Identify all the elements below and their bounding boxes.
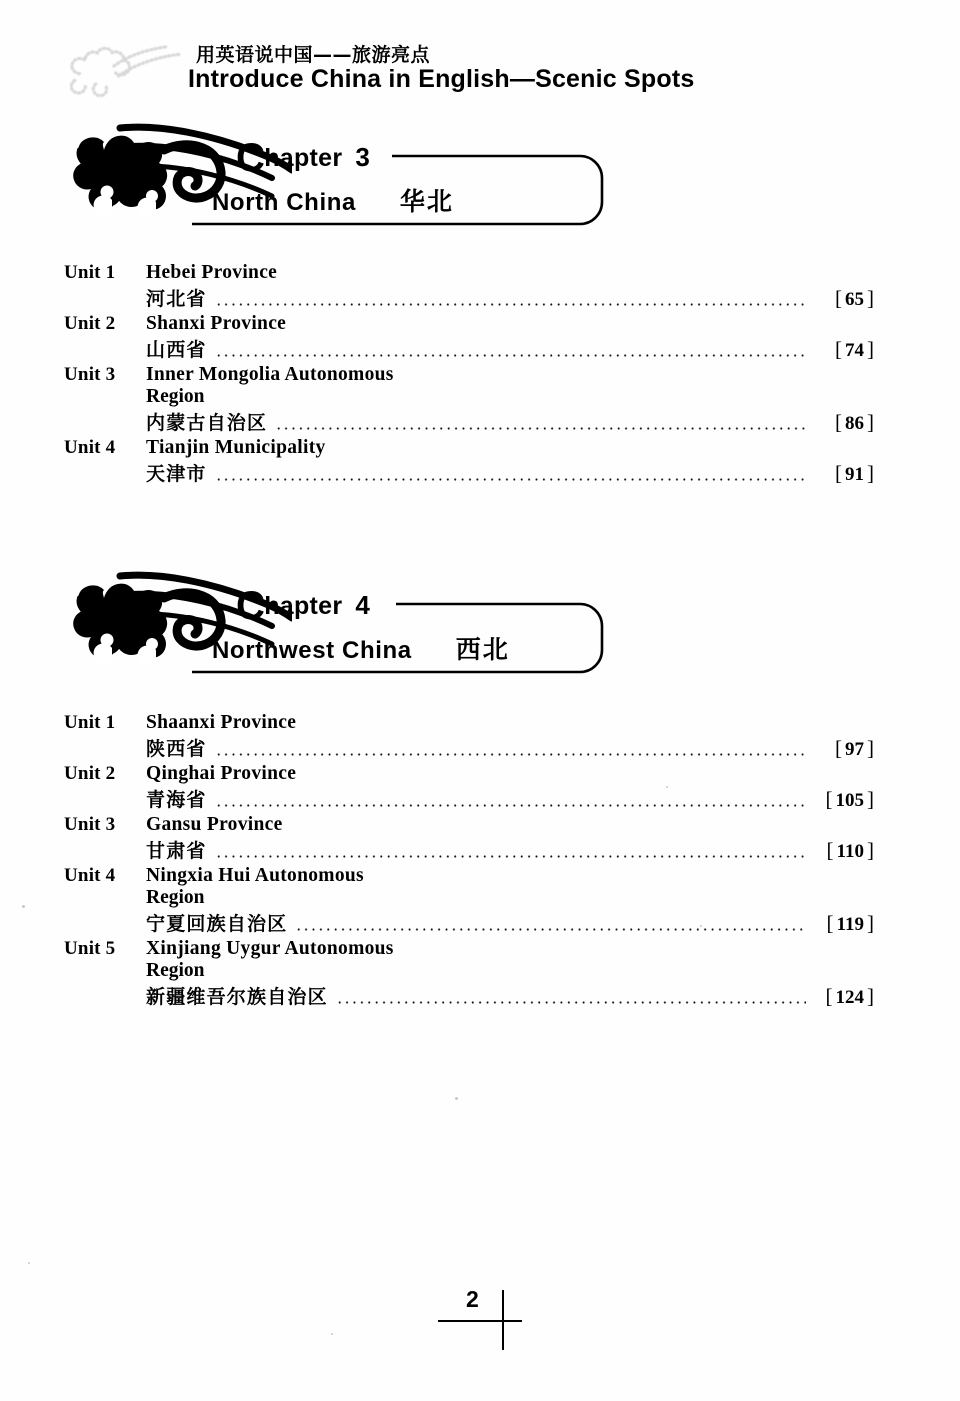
chapter-banner-4: [60, 568, 620, 688]
chapter-title-3: [212, 182, 454, 218]
unit-label: Unit 1: [64, 712, 116, 733]
unit-title-english-line2: Region: [146, 386, 205, 407]
unit-title-chinese: 新疆维吾尔族自治区: [146, 986, 328, 1008]
toc-list-chapter-3: [0, 262, 960, 488]
toc-list-chapter-4: [0, 712, 960, 1011]
bracket-close: ]: [867, 838, 874, 862]
dot-leader: [275, 427, 806, 430]
dot-leader: [336, 1001, 806, 1004]
unit-title-english-line2: Region: [146, 960, 205, 981]
unit-title-chinese: 天津市: [146, 463, 207, 485]
toc-entry[interactable]: [0, 437, 960, 486]
unit-label: Unit 2: [64, 763, 116, 784]
unit-label: Unit 5: [64, 938, 116, 959]
toc-entry[interactable]: [0, 712, 960, 761]
bracket-close: ]: [867, 911, 874, 935]
unit-label: Unit 4: [64, 437, 116, 458]
folio-page-number: 2: [466, 1286, 479, 1312]
dot-leader: [215, 354, 806, 357]
bracket-open: [: [835, 410, 842, 434]
unit-title-english-line2: Region: [146, 887, 205, 908]
unit-label: Unit 4: [64, 865, 116, 886]
bracket-close: ]: [867, 787, 874, 811]
bracket-close: ]: [867, 410, 874, 434]
bracket-open: [: [835, 286, 842, 310]
unit-label: Unit 3: [64, 814, 116, 835]
bracket-close: ]: [867, 337, 874, 361]
running-header: [188, 46, 828, 92]
dot-leader: [215, 804, 806, 807]
unit-label: Unit 1: [64, 262, 116, 283]
scan-speck: [22, 905, 25, 908]
bracket-open: [: [826, 911, 834, 935]
chapter-title-english-3: North China: [212, 189, 356, 216]
unit-title-chinese: 宁夏回族自治区: [146, 913, 288, 935]
scan-speck: [700, 925, 702, 927]
dot-leader: [295, 928, 806, 931]
bracket-open: [: [825, 984, 833, 1008]
bleedthrough-cloud-watermark: [53, 19, 209, 121]
toc-entry[interactable]: [0, 364, 960, 435]
scan-speck: [331, 1333, 333, 1335]
dot-leader: [215, 478, 806, 481]
page-number: [ 119 ]: [826, 911, 874, 935]
unit-label: Unit 2: [64, 313, 116, 334]
bracket-open: [: [835, 736, 842, 760]
chapter-title-4: [212, 630, 510, 666]
page-number: [ 65 ]: [835, 286, 874, 310]
page-number: [ 86 ]: [835, 410, 874, 434]
bracket-open: [: [835, 461, 842, 485]
bracket-close: ]: [867, 286, 874, 310]
unit-title-english: Shaanxi Province: [146, 712, 297, 733]
chapter-drop-cap-3: C: [236, 136, 266, 180]
chapter-title-chinese-3: 华北: [399, 187, 454, 216]
header-title-english: Introduce China in English—Scenic Spots: [188, 65, 695, 93]
toc-entry[interactable]: [0, 262, 960, 311]
bracket-open: [: [826, 838, 834, 862]
chapter-drop-cap-4: C: [236, 584, 266, 628]
chapter-word-3: hapter: [264, 144, 343, 172]
chapter-word-4: hapter: [264, 592, 343, 620]
bracket-close: ]: [867, 461, 874, 485]
unit-title-english: Ningxia Hui Autonomous: [146, 865, 364, 886]
unit-title-english: Shanxi Province: [146, 313, 287, 334]
unit-title-chinese: 陕西省: [146, 738, 207, 760]
bracket-close: ]: [867, 984, 874, 1008]
unit-title-english: Gansu Province: [146, 814, 283, 835]
chapter-banner-3: [60, 120, 620, 240]
unit-title-english: Inner Mongolia Autonomous: [146, 364, 394, 385]
scan-speck: [666, 786, 668, 788]
unit-title-chinese: 河北省: [146, 288, 207, 310]
unit-title-chinese: 甘肃省: [146, 840, 207, 862]
unit-title-chinese: 青海省: [146, 789, 207, 811]
chapter-label-3: [236, 136, 371, 180]
toc-entry[interactable]: [0, 814, 960, 863]
dot-leader: [215, 753, 806, 756]
page-number: [ 124 ]: [825, 984, 874, 1008]
unit-title-english: Tianjin Municipality: [146, 437, 326, 458]
toc-entry[interactable]: [0, 865, 960, 936]
page-number: [ 74 ]: [835, 337, 874, 361]
bracket-open: [: [825, 787, 833, 811]
unit-label: Unit 3: [64, 364, 116, 385]
page-number: [ 110 ]: [826, 838, 874, 862]
page-number: [ 105 ]: [825, 787, 874, 811]
bracket-close: ]: [867, 736, 874, 760]
page-footer: [0, 1286, 960, 1366]
header-title-chinese: 用英语说中国——旅游亮点: [196, 44, 431, 66]
page-number: [ 91 ]: [835, 461, 874, 485]
unit-title-english: Xinjiang Uygur Autonomous: [146, 938, 394, 959]
crop-mark-horizontal: [438, 1320, 522, 1322]
toc-entry[interactable]: [0, 938, 960, 1009]
toc-entry[interactable]: [0, 313, 960, 362]
unit-title-english: Qinghai Province: [146, 763, 297, 784]
bracket-open: [: [835, 337, 842, 361]
chapter-label-4: [236, 584, 371, 628]
page-number: [ 97 ]: [835, 736, 874, 760]
unit-title-chinese: 山西省: [146, 339, 207, 361]
unit-title-english: Hebei Province: [146, 262, 278, 283]
dot-leader: [215, 303, 806, 306]
chapter-number-4: 4: [355, 590, 371, 620]
unit-title-chinese: 内蒙古自治区: [146, 412, 268, 434]
scan-speck: [455, 1097, 458, 1100]
scan-speck: [28, 1262, 30, 1264]
chapter-title-english-4: Northwest China: [212, 637, 412, 664]
crop-mark-vertical: [502, 1290, 504, 1350]
chapter-title-chinese-4: 西北: [455, 635, 510, 664]
dot-leader: [215, 855, 806, 858]
toc-entry[interactable]: [0, 763, 960, 812]
chapter-number-3: 3: [355, 142, 371, 172]
